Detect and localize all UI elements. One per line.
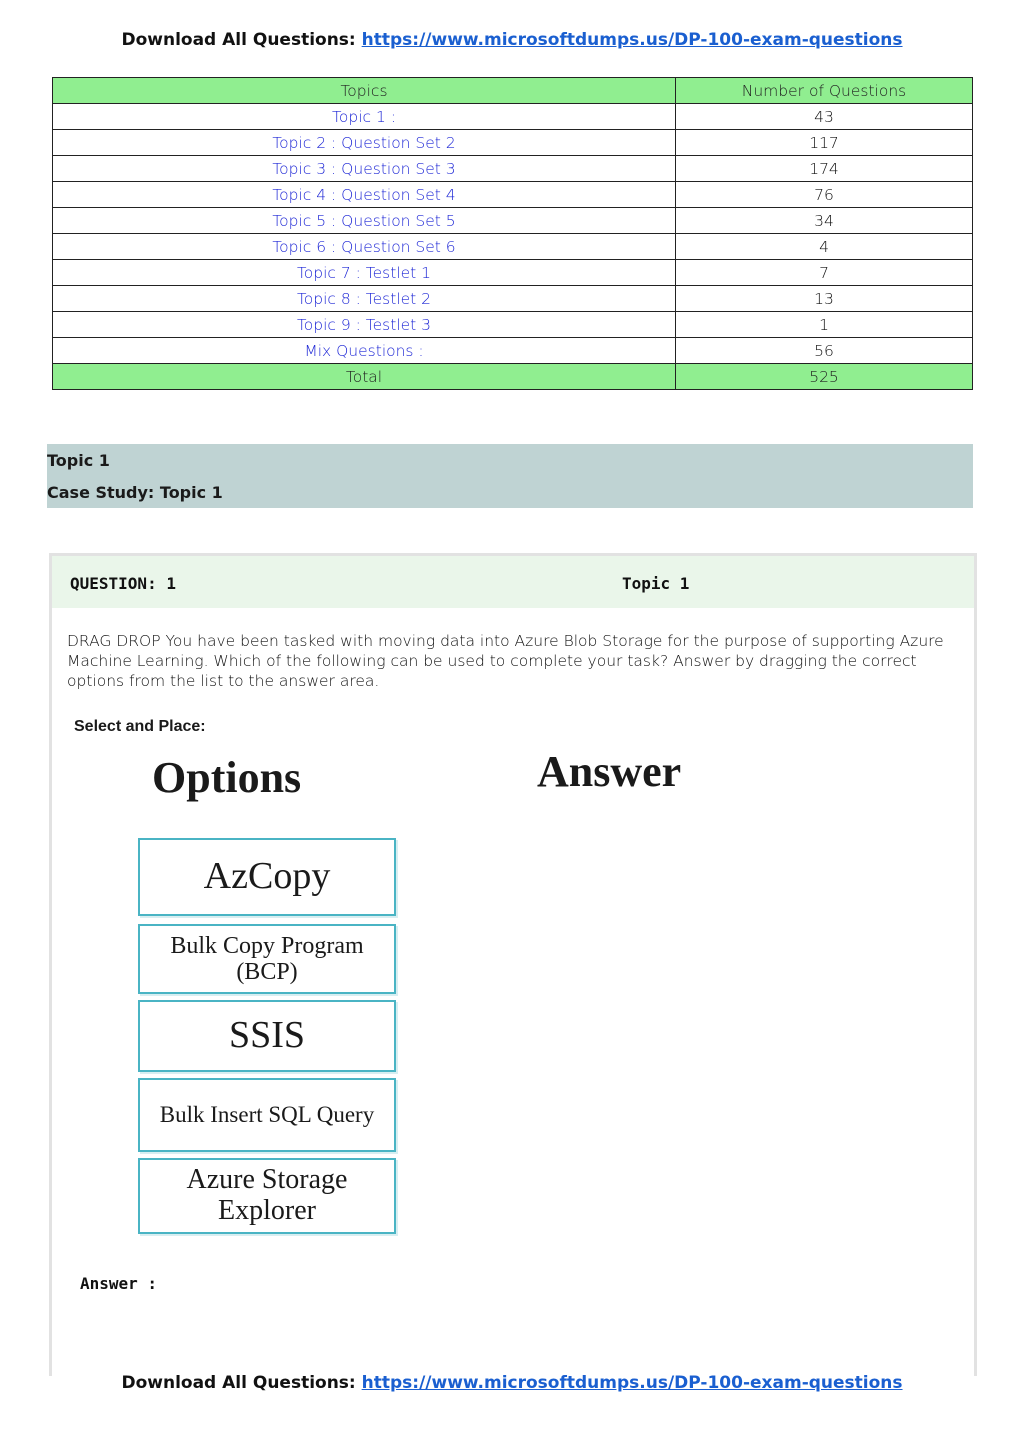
- topic-banner: [47, 444, 973, 508]
- download-link[interactable]: https://www.microsoftdumps.us/DP-100-exam-questions: [361, 30, 903, 50]
- topic-count: 1: [676, 312, 973, 338]
- topic-count: 174: [676, 156, 973, 182]
- download-header: [0, 30, 1024, 50]
- topic-count: 34: [676, 208, 973, 234]
- topic-link[interactable]: Topic 6 : Question Set 6: [272, 237, 456, 256]
- topic-count: 117: [676, 130, 973, 156]
- table-row: [53, 312, 973, 338]
- download-label: Download All Questions:: [121, 30, 356, 50]
- topic-link[interactable]: Topic 7 : Testlet 1: [296, 263, 432, 282]
- option-bcp[interactable]: [138, 924, 396, 994]
- download-label: Download All Questions:: [121, 1373, 356, 1393]
- topic-count: 7: [676, 260, 973, 286]
- option-storage-explorer[interactable]: [138, 1158, 396, 1234]
- question-text: DRAG DROP You have been tasked with moving data into Azure Blob Storage for the purpose of supporting Azure Machine Learning. Which of the following can be used to complete your task? Answer by dragging the correct options from the list to the answer area.: [67, 632, 944, 690]
- topic-count: 13: [676, 286, 973, 312]
- topic-link[interactable]: Mix Questions :: [304, 341, 424, 360]
- download-link[interactable]: https://www.microsoftdumps.us/DP-100-exam-questions: [361, 1373, 903, 1393]
- topic-link[interactable]: Topic 8 : Testlet 2: [296, 289, 432, 308]
- table-row: [53, 182, 973, 208]
- options-title: Options: [152, 753, 302, 802]
- option-bulk-insert[interactable]: [138, 1078, 396, 1152]
- question-card: [49, 553, 977, 1376]
- table-row: [53, 156, 973, 182]
- topic-count: 76: [676, 182, 973, 208]
- header-count: Number of Questions: [676, 78, 973, 104]
- topic-count: 4: [676, 234, 973, 260]
- option-ssis[interactable]: [138, 1000, 396, 1072]
- option-line: (BCP): [236, 959, 298, 985]
- topic-link[interactable]: Topic 5 : Question Set 5: [272, 211, 456, 230]
- table-header-row: [53, 78, 973, 104]
- topic-link[interactable]: Topic 9 : Testlet 3: [296, 315, 432, 334]
- download-footer: [0, 1373, 1024, 1393]
- question-header: [52, 556, 974, 608]
- topic-count: 56: [676, 338, 973, 364]
- total-label: Total: [53, 364, 676, 390]
- table-row: [53, 208, 973, 234]
- option-azcopy[interactable]: [138, 838, 396, 916]
- topic-link[interactable]: Topic 2 : Question Set 2: [272, 133, 456, 152]
- answer-title: Answer: [537, 747, 682, 796]
- option-line: SSIS: [228, 1014, 306, 1057]
- option-line: AzCopy: [203, 855, 331, 898]
- table-row: [53, 130, 973, 156]
- topic-link[interactable]: Topic 4 : Question Set 4: [272, 185, 456, 204]
- drag-drop-image: [52, 706, 974, 1246]
- table-row: [53, 234, 973, 260]
- table-row: [53, 260, 973, 286]
- option-line: Azure Storage: [186, 1164, 348, 1196]
- topics-table: [52, 77, 973, 390]
- total-count: 525: [676, 364, 973, 390]
- answer-label: Answer :: [80, 1274, 158, 1293]
- question-number: QUESTION: 1: [70, 574, 176, 593]
- question-topic: Topic 1: [622, 574, 690, 593]
- topic-link[interactable]: Topic 3 : Question Set 3: [272, 159, 456, 178]
- topic-count: 43: [676, 104, 973, 130]
- option-line: Explorer: [218, 1195, 316, 1226]
- header-topics: Topics: [53, 78, 676, 104]
- table-row: [53, 286, 973, 312]
- topic-banner-title: Topic 1: [47, 451, 110, 470]
- option-line: Bulk Copy Program: [170, 932, 364, 959]
- table-row: [53, 104, 973, 130]
- table-row: [53, 338, 973, 364]
- select-and-place-label: Select and Place:: [74, 718, 206, 735]
- table-total-row: [53, 364, 973, 390]
- option-line: Bulk Insert SQL Query: [159, 1102, 375, 1128]
- topic-banner-subtitle: Case Study: Topic 1: [47, 483, 223, 502]
- topic-link[interactable]: Topic 1 :: [332, 107, 396, 126]
